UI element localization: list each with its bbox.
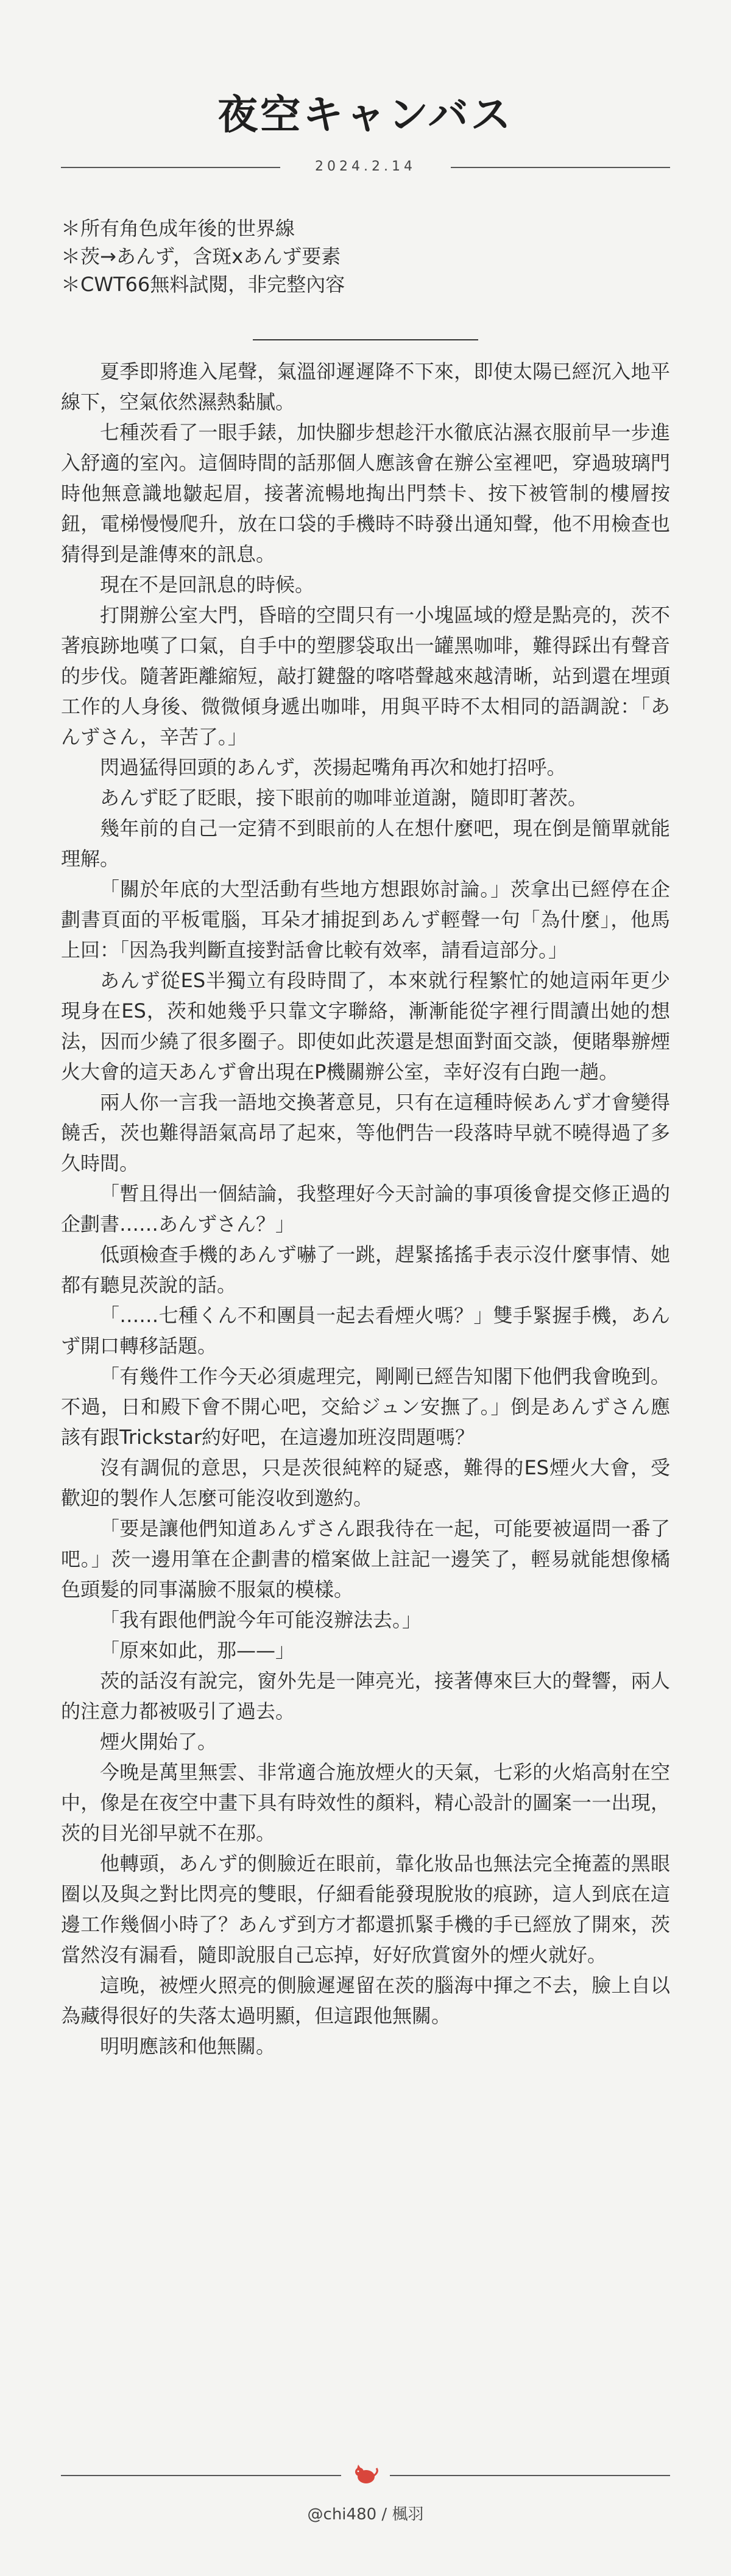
note-item: ＊所有角色成年後的世界線: [61, 217, 295, 240]
footer-line-left: [61, 2475, 341, 2476]
divider-right: [451, 167, 670, 168]
paragraph: 他轉頭，あんず的側臉近在眼前，靠化妝品也無法完全掩蓋的黑眼圈以及與之對比閃亮的雙眼，仔細看能發現脫妝的痕跡，這人到底在這邊工作幾個小時了？あんず到方才都還抓緊手機的手已經放了開來，茨當然沒有漏看，隨即說服自己忘掉，好好欣賞窗外的煙火就好。: [61, 1852, 670, 1966]
paragraph: 「關於年底的大型活動有些地方想跟妳討論。」茨拿出已經停在企劃書頁面的平板電腦，耳朵才捕捉到あんず輕聲一句「為什麼」，他馬上回：「因為我判斷直接對話會比較有效率，請看這部分。」: [61, 878, 670, 962]
paragraph: 閃過猛得回頭的あんず，茨揚起嘴角再次和她打招呼。: [100, 756, 567, 779]
author-credit: @chi480 / 楓羽: [307, 2505, 424, 2524]
paragraph: 這晚，被煙火照亮的側臉遲遲留在茨的腦海中揮之不去，臉上自以為藏得很好的失落太過明顯，但這跟他無關。: [61, 1974, 670, 2027]
date-row: [61, 156, 670, 178]
paragraph: 今晚是萬里無雲、非常適合施放煙火的天氣，七彩的火焰高射在空中，像是在夜空中畫下具有時效性的顏料，精心設計的圖案一一出現，茨的目光卻早就不在那。: [61, 1761, 670, 1845]
paragraph: 「有幾件工作今天必須處理完，剛剛已經告知閣下他們我會晚到。不過，日和殿下會不開心吧，交給ジュン安撫了。」倒是あんずさん應該有跟Trickstar約好吧，在這邊加班沒問題嗎？: [61, 1365, 670, 1449]
paragraph: 現在不是回訊息的時候。: [100, 573, 315, 596]
footer-line-right: [390, 2475, 670, 2476]
paragraph: 幾年前的自己一定猜不到眼前的人在想什麼吧，現在倒是簡單就能理解。: [61, 817, 670, 870]
paragraph: 沒有調侃的意思，只是茨很純粹的疑惑，難得的ES煙火大會，受歡迎的製作人怎麼可能沒收到邀約。: [61, 1456, 670, 1510]
footer-divider: [61, 2463, 670, 2488]
note-item: ＊CWT66無料試閱，非完整內容: [61, 273, 345, 296]
note-item: ＊茨→あんず，含斑xあんず要素: [61, 245, 341, 268]
paragraph: 「原來如此，那——」: [100, 1639, 295, 1662]
paragraph: 兩人你一言我一語地交換著意見，只有在這種時候あんず才會變得饒舌，茨也難得語氣高昂了起來，等他們告一段落時早就不曉得過了多久時間。: [61, 1091, 670, 1175]
paragraph: あんず眨了眨眼，接下眼前的咖啡並道謝，隨即盯著茨。: [100, 786, 588, 809]
page-title: 夜空キャンバス: [217, 91, 514, 138]
paragraph: 打開辦公室大門，昏暗的空間只有一小塊區域的燈是點亮的，茨不著痕跡地嘆了口氣，自手中的塑膠袋取出一罐黑咖啡，難得踩出有聲音的步伐。隨著距離縮短，敲打鍵盤的喀嗒聲越來越清晰，站到還在埋頭工作的人身後、微微傾身遞出咖啡，用與平時不太相同的語調說：「あんずさん，辛苦了。」: [61, 604, 670, 748]
paragraph: 「我有跟他們說今年可能沒辦法去。」: [100, 1608, 422, 1631]
paragraph: 低頭檢查手機的あんず嚇了一跳，趕緊搖搖手表示沒什麼事情、她都有聽見茨說的話。: [61, 1243, 670, 1297]
paragraph: 明明應該和他無關。: [100, 2035, 276, 2058]
publish-date: 2024.2.14: [315, 159, 416, 174]
paragraph: 夏季即將進入尾聲，氣溫卻遲遲降不下來，即使太陽已經沉入地平線下，空氣依然濕熱黏膩。: [61, 360, 670, 413]
paragraph: 「要是讓他們知道あんずさん跟我待在一起，可能要被逼問一番了吧。」茨一邊用筆在企劃書的檔案做上註記一邊笑了，輕易就能想像橘色頭髮的同事滿臉不服氣的模樣。: [61, 1517, 670, 1601]
paragraph: 「暫且得出一個結論，我整理好今天討論的事項後會提交修正過的企劃書……あんずさん？」: [61, 1182, 670, 1236]
logo-icon: [351, 2460, 380, 2489]
paragraph: 茨的話沒有說完，窗外先是一陣亮光，接著傳來巨大的聲響，兩人的注意力都被吸引了過去。: [61, 1669, 670, 1723]
paragraph: 七種茨看了一眼手錶，加快腳步想趁汗水徹底沾濕衣服前早一步進入舒適的室內。這個時間的話那個人應該會在辦公室裡吧，穿過玻璃門時他無意識地皺起眉，接著流暢地掏出門禁卡、按下被管制的樓層按鈕，電梯慢慢爬升，放在口袋的手機時不時發出通知聲，他不用檢查也猜得到是誰傳來的訊息。: [61, 421, 670, 566]
paragraph: 煙火開始了。: [100, 1730, 217, 1753]
notes-divider: [253, 339, 478, 340]
notes-list: [61, 214, 670, 298]
paragraph: あんず從ES半獨立有段時間了，本來就行程繁忙的她這兩年更少現身在ES，茨和她幾乎只靠文字聯絡，漸漸能從字裡行間讀出她的想法，因而少繞了很多圈子。即使如此茨還是想面對面交談，便賭舉辦煙火大會的這天あんず會出現在P機關辦公室，幸好沒有白跑一趟。: [61, 969, 670, 1083]
story-body: [61, 356, 670, 2061]
paragraph: 「……七種くん不和團員一起去看煙火嗎？」雙手緊握手機，あんず開口轉移話題。: [61, 1304, 670, 1357]
